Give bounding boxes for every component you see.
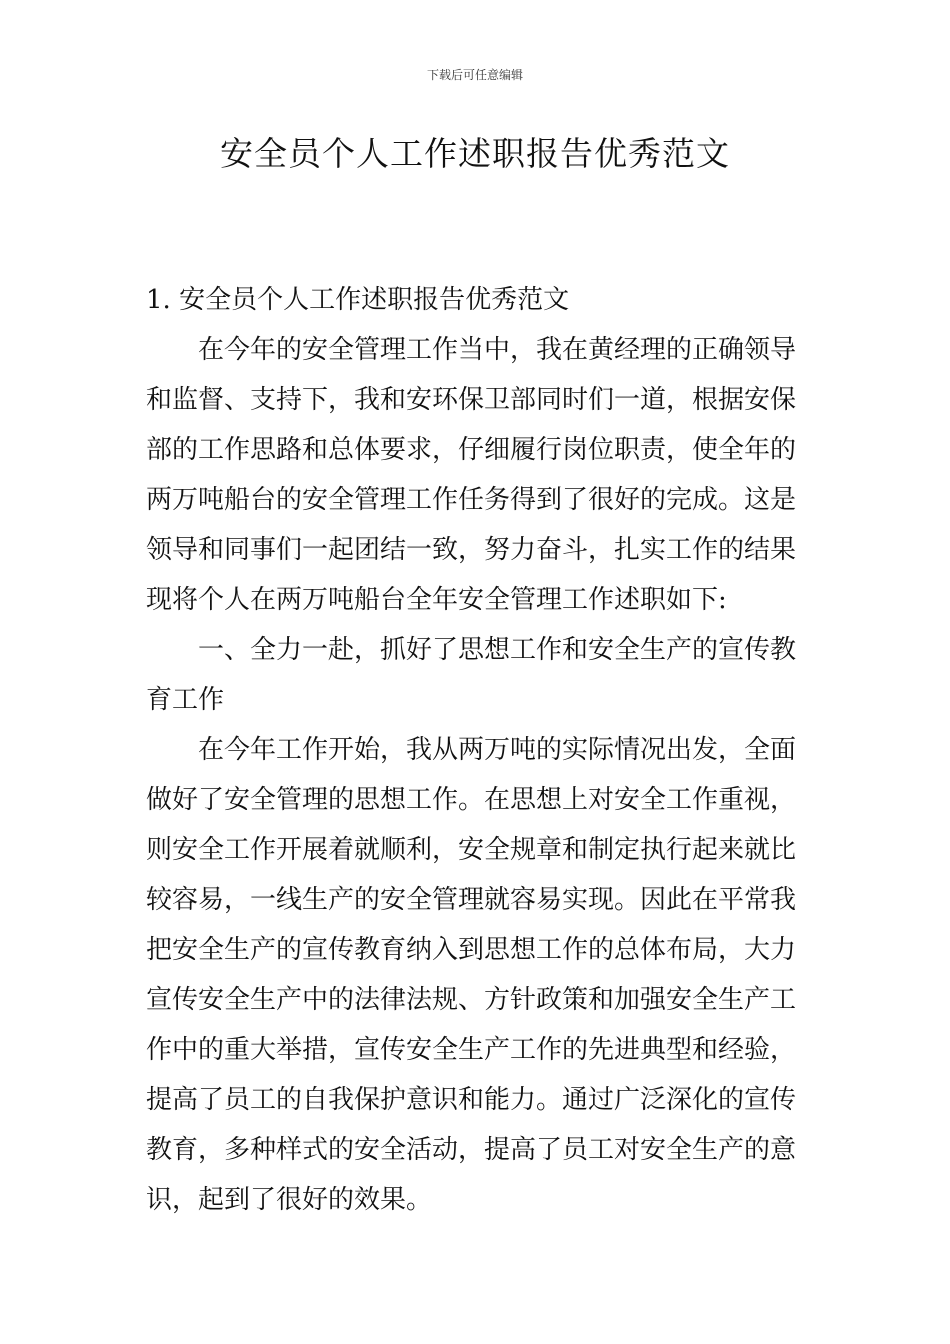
header-note: 下载后可任意编辑 — [426, 68, 523, 82]
document-title: 安全员个人工作述职报告优秀范文 — [220, 134, 730, 173]
section-heading: 1. 安全员个人工作述职报告优秀范文 — [146, 285, 570, 315]
paragraph-subheading: 一、全力一赴，抓好了思想工作和安全生产的宣传教育工作 — [146, 635, 797, 715]
paragraph-body: 在今年工作开始，我从两万吨的实际情况出发，全面做好了安全管理的思想工作。在思想上对安全工作重视，则安全工作开展着就顺利，安全规章和制定执行起来就比较容易，一线生产的安全管理就容易实现。因此在平常我把安全生产的宣传教育纳入到思想工作的总体布局，大力宣传安全生产中的法律法规、方针政策和加强安全生产工作中的重大举措，宣传安全生产工作的先进典型和经验，提高了员工的自我保护意识和能力。通过广泛深化的宣传教育，多种样式的安全活动，提高了员工对安全生产的意识，起到了很好的效果。 — [146, 735, 797, 1215]
document-body — [146, 275, 816, 1225]
paragraph-intro: 在今年的安全管理工作当中，我在黄经理的正确领导和监督、支持下，我和安环保卫部同时们一道，根据安保部的工作思路和总体要求，仔细履行岗位职责，使全年的两万吨船台的安全管理工作任务得到了很好的完成。这是领导和同事们一起团结一致，努力奋斗，扎实工作的结果现将个人在两万吨船台全年安全管理工作述职如下: — [146, 335, 797, 615]
